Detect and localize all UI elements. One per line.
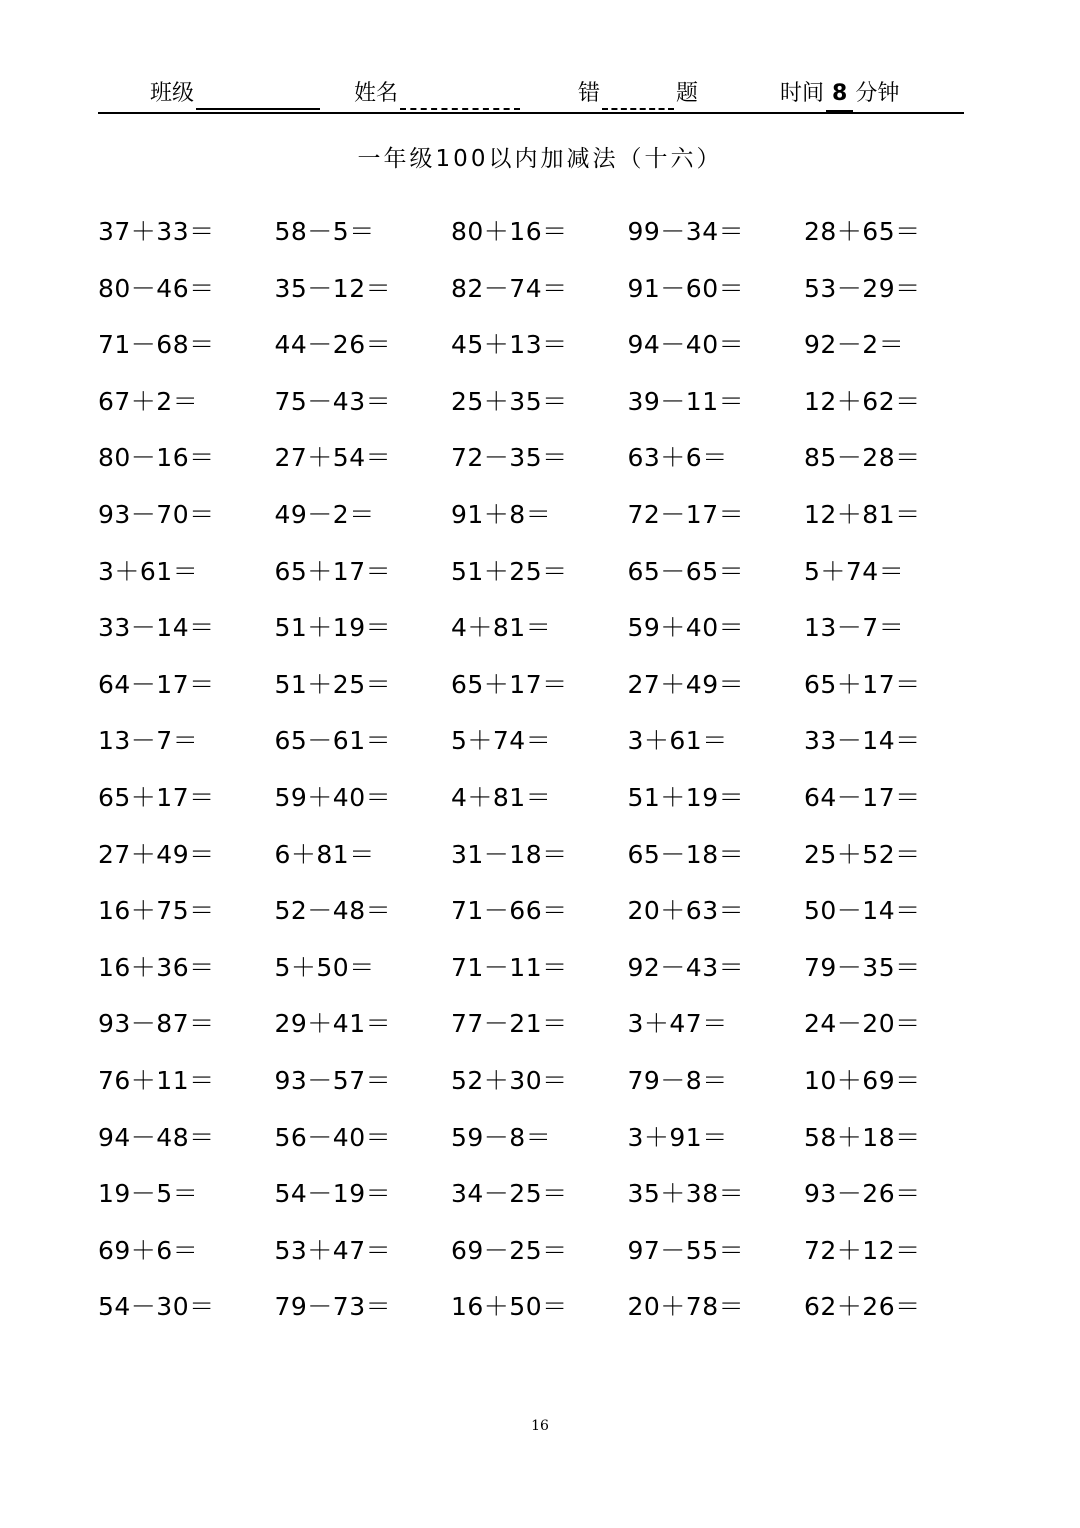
problem-item: 65－61＝	[274, 726, 392, 756]
problem-item: 24－20＝	[804, 1009, 921, 1039]
problem-item: 4＋81＝	[451, 613, 552, 643]
problem-item: 97－55＝	[627, 1235, 745, 1265]
problem-item: 6＋81＝	[274, 839, 375, 869]
problem-item: 13－7＝	[98, 726, 199, 756]
wrong-count-blank[interactable]	[602, 84, 674, 110]
time-label: 时间	[780, 81, 825, 106]
problem-item: 79－8＝	[627, 1065, 728, 1095]
problem-grid	[98, 212, 978, 1344]
problem-item: 94－48＝	[98, 1122, 215, 1152]
problem-item: 53＋47＝	[274, 1235, 392, 1265]
problem-item: 27＋54＝	[274, 443, 392, 473]
problem-item: 65＋17＝	[274, 556, 392, 586]
problem-item: 39－11＝	[627, 386, 745, 416]
problem-item: 5＋74＝	[804, 556, 905, 586]
problem-item: 3＋91＝	[627, 1122, 728, 1152]
problem-item: 52－48＝	[274, 896, 392, 926]
problem-item: 54－19＝	[274, 1179, 392, 1209]
problem-item: 45＋13＝	[451, 330, 568, 360]
problem-item: 92－43＝	[627, 952, 745, 982]
problem-item: 71－11＝	[451, 952, 568, 982]
problem-item: 79－35＝	[804, 952, 921, 982]
problem-item: 75－43＝	[274, 386, 392, 416]
problem-item: 63＋6＝	[627, 443, 728, 473]
problem-item: 13－7＝	[804, 613, 905, 643]
problem-item: 93－26＝	[804, 1179, 921, 1209]
problem-item: 65－65＝	[627, 556, 745, 586]
problem-item: 51＋25＝	[451, 556, 568, 586]
problem-item: 12＋81＝	[804, 499, 921, 529]
name-label: 姓名	[354, 81, 399, 106]
problem-item: 62＋26＝	[804, 1292, 921, 1322]
name-field	[354, 78, 522, 110]
problem-item: 5＋50＝	[274, 952, 375, 982]
time-unit: 分钟	[855, 81, 900, 106]
problem-item: 56－40＝	[274, 1122, 392, 1152]
problem-item: 59－8＝	[451, 1122, 552, 1152]
problem-item: 3＋61＝	[98, 556, 199, 586]
problem-item: 76＋11＝	[98, 1065, 215, 1095]
problem-item: 5＋74＝	[451, 726, 552, 756]
problem-item: 3＋47＝	[627, 1009, 728, 1039]
problem-item: 59＋40＝	[274, 782, 392, 812]
problem-item: 92－2＝	[804, 330, 905, 360]
problem-item: 85－28＝	[804, 443, 921, 473]
problem-item: 50－14＝	[804, 896, 921, 926]
problem-item: 27＋49＝	[98, 839, 215, 869]
problem-item: 72＋12＝	[804, 1235, 921, 1265]
problem-item: 4＋81＝	[451, 782, 552, 812]
problem-item: 93－57＝	[274, 1065, 392, 1095]
problem-item: 64－17＝	[98, 669, 215, 699]
time-field	[780, 78, 899, 112]
problem-item: 65＋17＝	[451, 669, 568, 699]
problem-item: 49－2＝	[274, 499, 375, 529]
problem-item: 16＋36＝	[98, 952, 215, 982]
problem-item: 31－18＝	[451, 839, 568, 869]
problem-item: 28＋65＝	[804, 217, 921, 246]
problem-item: 44－26＝	[274, 330, 392, 360]
problem-item: 54－30＝	[98, 1292, 215, 1322]
problem-item: 58＋18＝	[804, 1122, 921, 1152]
problem-item: 20＋78＝	[627, 1292, 745, 1322]
problem-item: 51＋25＝	[274, 669, 392, 699]
problem-item: 65－18＝	[627, 839, 745, 869]
problem-item: 65＋17＝	[804, 669, 921, 699]
problem-item: 34－25＝	[451, 1179, 568, 1209]
problem-item: 53－29＝	[804, 273, 921, 303]
problem-item: 20＋63＝	[627, 896, 745, 926]
problem-item: 79－73＝	[274, 1292, 392, 1322]
problem-item: 71－68＝	[98, 330, 215, 360]
problem-item: 35－12＝	[274, 273, 392, 303]
problem-item: 99－34＝	[627, 217, 745, 246]
problem-item: 59＋40＝	[627, 613, 745, 643]
problem-item: 71－66＝	[451, 896, 568, 926]
page-number: 16	[531, 1418, 549, 1434]
time-value: 8	[826, 78, 853, 112]
problem-item: 33－14＝	[98, 613, 215, 643]
problem-item: 33－14＝	[804, 726, 921, 756]
problem-item: 25＋52＝	[804, 839, 921, 869]
problem-item: 29＋41＝	[274, 1009, 392, 1039]
problem-item: 27＋49＝	[627, 669, 745, 699]
problem-item: 51＋19＝	[274, 613, 392, 643]
problem-item: 3＋61＝	[627, 726, 728, 756]
problem-item: 72－35＝	[451, 443, 568, 473]
problem-item: 69－25＝	[451, 1235, 568, 1265]
problem-item: 80＋16＝	[451, 217, 568, 246]
name-blank[interactable]	[400, 84, 520, 110]
problem-item: 80－16＝	[98, 443, 215, 473]
class-field	[150, 78, 322, 110]
problem-item: 10＋69＝	[804, 1065, 921, 1095]
problem-item: 58－5＝	[274, 217, 375, 246]
worksheet-title: 一年级100以内加减法（十六）	[357, 146, 723, 172]
problem-item: 35＋38＝	[627, 1179, 745, 1209]
problem-item: 25＋35＝	[451, 386, 568, 416]
problem-item: 91－60＝	[627, 273, 745, 303]
problem-item: 91＋8＝	[451, 499, 552, 529]
problem-item: 16＋75＝	[98, 896, 215, 926]
problem-item: 93－87＝	[98, 1009, 215, 1039]
problem-item: 52＋30＝	[451, 1065, 568, 1095]
problem-item: 12＋62＝	[804, 386, 921, 416]
problem-item: 67＋2＝	[98, 386, 199, 416]
problem-item: 37＋33＝	[98, 217, 215, 246]
problem-item: 80－46＝	[98, 273, 215, 303]
problem-item: 51＋19＝	[627, 782, 745, 812]
problem-item: 64－17＝	[804, 782, 921, 812]
problem-item: 77－21＝	[451, 1009, 568, 1039]
problem-item: 72－17＝	[627, 499, 745, 529]
wrong-count-field	[578, 78, 698, 110]
problem-item: 65＋17＝	[98, 782, 215, 812]
worksheet-header	[98, 78, 964, 114]
wrong-suffix: 题	[676, 81, 699, 106]
class-blank[interactable]	[196, 84, 320, 110]
problem-item: 82－74＝	[451, 273, 568, 303]
wrong-label: 错	[578, 81, 601, 106]
class-label: 班级	[150, 81, 195, 106]
problem-item: 93－70＝	[98, 499, 215, 529]
problem-item: 16＋50＝	[451, 1292, 568, 1322]
problem-item: 19－5＝	[98, 1179, 199, 1209]
problem-item: 69＋6＝	[98, 1235, 199, 1265]
problem-item: 94－40＝	[627, 330, 745, 360]
